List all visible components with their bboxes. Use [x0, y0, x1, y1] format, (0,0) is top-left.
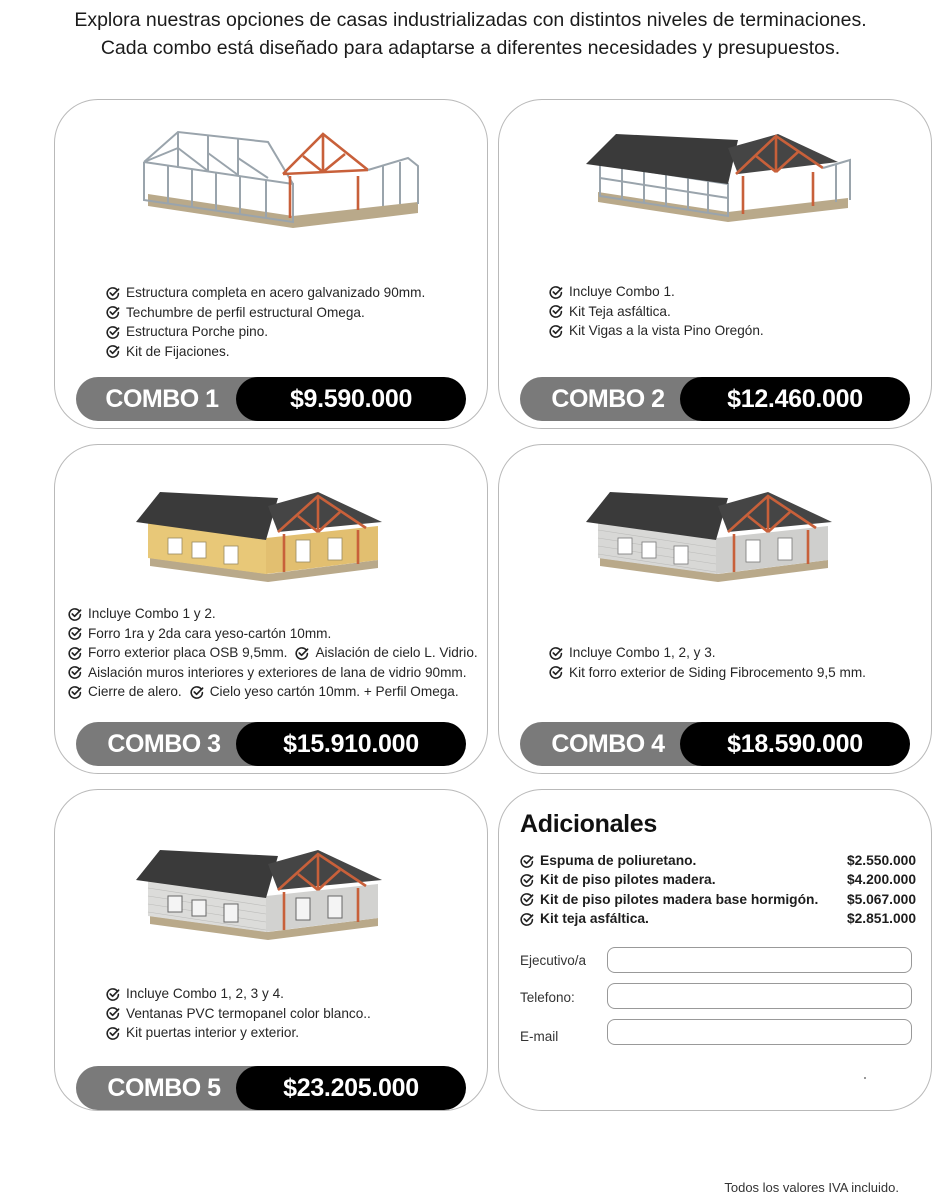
feature-item: Forro exterior placa OSB 9,5mm. Aislación de cielo L. Vidrio. [68, 643, 478, 663]
feature-item: Aislación muros interiores y exteriores de lana de vidrio 90mm. [68, 663, 478, 683]
feature-item: Kit Vigas a la vista Pino Oregón. [549, 321, 764, 341]
check-icon [190, 685, 204, 699]
ejecutivo-label: Ejecutivo/a [520, 953, 587, 968]
combo-name: COMBO 3 [107, 730, 221, 758]
combo-5-card [54, 789, 488, 1111]
combo-1-price-bar [76, 377, 466, 421]
feature-item: Estructura Porche pino. [106, 322, 425, 342]
check-icon [68, 665, 82, 679]
intro-line-1: Explora nuestras opciones de casas industrializadas con distintos niveles de terminaciones. [74, 9, 867, 31]
ejecutivo-field[interactable] [607, 947, 912, 973]
combo-4-price-bar [520, 722, 910, 766]
feature-item: Incluye Combo 1, 2, 3 y 4. [106, 984, 371, 1004]
check-icon [520, 892, 534, 906]
footer-note: Todos los valores IVA incluido. [724, 1180, 899, 1195]
feature-item: Kit forro exterior de Siding Fibrocemento 9,5 mm. [549, 663, 866, 683]
combo-2-price-bar [520, 377, 910, 421]
combo-price: $18.590.000 [680, 722, 910, 766]
check-icon [549, 304, 563, 318]
house-complete-icon [128, 840, 388, 940]
combo-name: COMBO 4 [551, 730, 665, 758]
feature-item: Techumbre de perfil estructural Omega. [106, 303, 425, 323]
adicional-price: $4.200.000 [846, 872, 916, 888]
feature-item: Incluye Combo 1, 2, y 3. [549, 643, 866, 663]
check-icon [68, 685, 82, 699]
combo-4-features [549, 643, 866, 682]
telefono-label: Telefono: [520, 990, 575, 1005]
check-icon [106, 1006, 120, 1020]
check-icon [68, 626, 82, 640]
house-frame-roof-icon [578, 118, 868, 233]
adicional-price: $2.550.000 [846, 853, 916, 868]
adicional-item [520, 870, 916, 889]
feature-item: Cierre de alero. Cielo yeso cartón 10mm. + Perfil Omega. [68, 682, 478, 702]
email-field[interactable] [607, 1019, 912, 1045]
adicionales-title: Adicionales [520, 810, 658, 838]
check-icon [549, 324, 563, 338]
check-icon [520, 912, 534, 926]
combo-name: COMBO 1 [105, 385, 219, 413]
check-icon [549, 665, 563, 679]
check-icon [106, 286, 120, 300]
check-icon [106, 305, 120, 319]
combo-price: $15.910.000 [236, 722, 466, 766]
combo-2-features [549, 282, 764, 341]
intro-text [0, 6, 941, 62]
adicional-name: Kit de piso pilotes madera. [540, 872, 716, 888]
feature-item: Kit de Fijaciones. [106, 342, 425, 362]
feature-item: Ventanas PVC termopanel color blanco.. [106, 1004, 371, 1024]
check-icon [68, 646, 82, 660]
adicional-item [520, 909, 916, 928]
check-icon [549, 285, 563, 299]
adicionales-list [520, 851, 916, 928]
check-icon [106, 325, 120, 339]
adicional-name: Kit de piso pilotes madera base hormigón. [540, 891, 819, 907]
email-label: E-mail [520, 1029, 559, 1044]
intro-line-2: Cada combo está diseñado para adaptarse a diferentes necesidades y presupuestos. [100, 37, 841, 59]
check-icon [520, 854, 534, 868]
telefono-field[interactable] [607, 983, 912, 1009]
feature-item: Incluye Combo 1. [549, 282, 764, 302]
adicional-item [520, 851, 916, 870]
adicional-price: $5.067.000 [846, 891, 916, 907]
check-icon [106, 1026, 120, 1040]
feature-item: Kit puertas interior y exterior. [106, 1023, 371, 1043]
combo-1-features [106, 283, 425, 361]
house-frame-steel-icon [118, 118, 428, 243]
adicional-item [520, 890, 916, 909]
combo-name: COMBO 2 [551, 385, 665, 413]
adicional-price: $2.851.000 [846, 910, 916, 926]
feature-item: Forro 1ra y 2da cara yeso-cartón 10mm. [68, 624, 478, 644]
check-icon [106, 987, 120, 1001]
check-icon [68, 607, 82, 621]
combo-price: $12.460.000 [680, 377, 910, 421]
house-osb-icon [128, 482, 388, 582]
adicional-name: Espuma de poliuretano. [540, 853, 697, 868]
check-icon [520, 873, 534, 887]
combo-price: $23.205.000 [236, 1066, 466, 1110]
combo-5-price-bar [76, 1066, 466, 1110]
check-icon [295, 646, 309, 660]
house-siding-icon [578, 482, 838, 582]
combo-name: COMBO 5 [107, 1074, 221, 1102]
combo-3-price-bar [76, 722, 466, 766]
combo-5-features [106, 984, 371, 1043]
feature-item: Kit Teja asfáltica. [549, 302, 764, 322]
combo-3-features [68, 604, 478, 702]
check-icon [106, 344, 120, 358]
feature-item: Estructura completa en acero galvanizado 90mm. [106, 283, 425, 303]
divider-dot [864, 1077, 866, 1079]
adicional-name: Kit teja asfáltica. [540, 910, 649, 926]
combo-price: $9.590.000 [236, 377, 466, 421]
feature-item: Incluye Combo 1 y 2. [68, 604, 478, 624]
check-icon [549, 646, 563, 660]
